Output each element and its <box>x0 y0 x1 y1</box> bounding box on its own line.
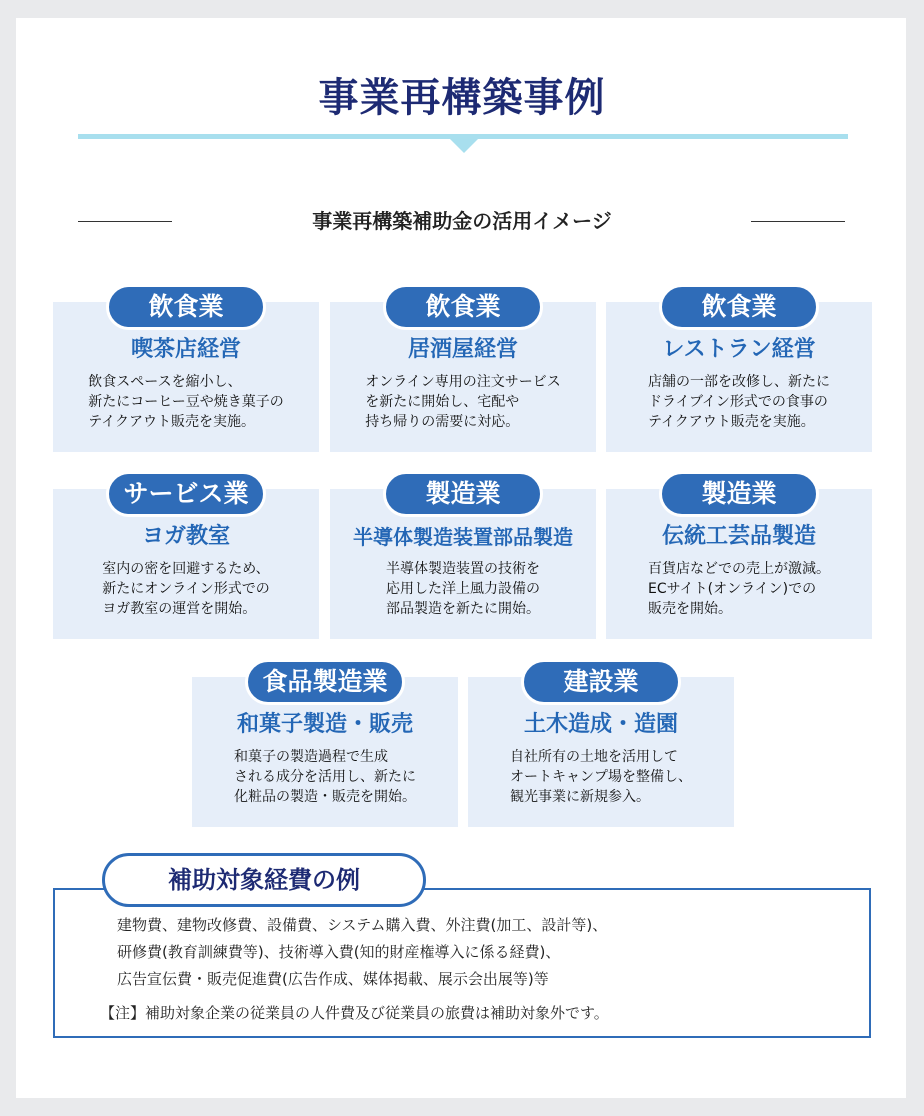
description-line: 化粧品の製造・販売を開始。 <box>234 789 416 805</box>
case-card <box>53 479 319 639</box>
case-description <box>192 747 458 807</box>
case-description <box>53 372 319 432</box>
expenses-heading: 補助対象経費の例 <box>102 853 426 907</box>
description-line: ECサイト(オンライン)での <box>648 581 817 597</box>
description-line: 販売を開始。 <box>648 601 732 617</box>
case-title: 半導体製造装置部品製造 <box>353 525 573 549</box>
description-line: オートキャンプ場を整備し、 <box>510 769 692 785</box>
description-line: 百貨店などでの売上が激減。 <box>648 561 830 577</box>
title-notch <box>449 138 479 153</box>
industry-badge: 建設業 <box>521 659 681 705</box>
industry-badge: 製造業 <box>383 471 543 517</box>
case-description <box>606 372 872 432</box>
case-title: 伝統工芸品製造 <box>661 524 816 549</box>
description-line: 店舗の一部を改修し、新たに <box>648 374 830 390</box>
description-line: 新たにオンライン形式での <box>102 581 270 597</box>
description-line: 観光事業に新規参入。 <box>510 789 650 805</box>
description-line: オンライン専用の注文サービス <box>365 374 561 390</box>
case-description <box>468 747 734 807</box>
description-line: テイクアウト販売を実施。 <box>88 414 256 430</box>
expense-line: 建物費、建物改修費、設備費、システム購入費、外注費(加工、設計等)、 <box>117 916 608 934</box>
description-line: ドライブイン形式での食事の <box>648 394 828 410</box>
case-card <box>53 292 319 452</box>
case-title: 和菓子製造・販売 <box>236 712 413 737</box>
case-card <box>330 292 596 452</box>
page-title: 事業再構築事例 <box>318 75 606 121</box>
description-line: 半導体製造装置の技術を <box>386 561 540 577</box>
subtitle-rule-right <box>751 221 845 222</box>
expense-line: 広告宣伝費・販売促進費(広告作成、媒体掲載、展示会出展等)等 <box>117 970 549 988</box>
description-line: される成分を活用し、新たに <box>234 769 416 785</box>
industry-badge: 飲食業 <box>106 284 266 330</box>
industry-badge: 製造業 <box>659 471 819 517</box>
description-line: 応用した洋上風力設備の <box>386 581 540 597</box>
case-title: 喫茶店経営 <box>130 337 241 362</box>
case-card <box>606 479 872 639</box>
case-description <box>330 372 596 432</box>
expenses-list <box>117 912 607 993</box>
case-title: レストラン経営 <box>662 337 816 362</box>
industry-badge: 飲食業 <box>383 284 543 330</box>
industry-badge: サービス業 <box>106 471 266 517</box>
case-title: 土木造成・造園 <box>523 712 678 737</box>
case-title: ヨガ教室 <box>141 524 230 549</box>
industry-badge: 飲食業 <box>659 284 819 330</box>
description-line: テイクアウト販売を実施。 <box>648 414 815 430</box>
description-line: 部品製造を新たに開始。 <box>386 601 540 617</box>
description-line: 自社所有の土地を活用して <box>510 749 678 765</box>
expense-line: 研修費(教育訓練費等)、技術導入費(知的財産権導入に係る経費)、 <box>117 943 561 961</box>
case-card <box>330 479 596 639</box>
description-line: 飲食スペースを縮小し、 <box>88 374 242 390</box>
case-description <box>330 559 596 619</box>
description-line: 室内の密を回避するため、 <box>102 561 270 577</box>
case-title: 居酒屋経営 <box>407 337 518 362</box>
expenses-note: 【注】補助対象企業の従業員の人件費及び従業員の旅費は補助対象外です。 <box>100 1004 609 1022</box>
subtitle: 事業再構築補助金の活用イメージ <box>312 209 612 233</box>
case-card <box>606 292 872 452</box>
description-line: 新たにコーヒー豆や焼き菓子の <box>88 394 284 410</box>
case-description <box>606 559 872 619</box>
case-description <box>53 559 319 619</box>
description-line: を新たに開始し、宅配や <box>365 394 520 410</box>
industry-badge: 食品製造業 <box>245 659 405 705</box>
description-line: 持ち帰りの需要に対応。 <box>365 414 520 430</box>
description-line: ヨガ教室の運営を開始。 <box>102 601 257 617</box>
case-card <box>468 667 734 827</box>
case-card <box>192 667 458 827</box>
description-line: 和菓子の製造過程で生成 <box>234 749 388 765</box>
